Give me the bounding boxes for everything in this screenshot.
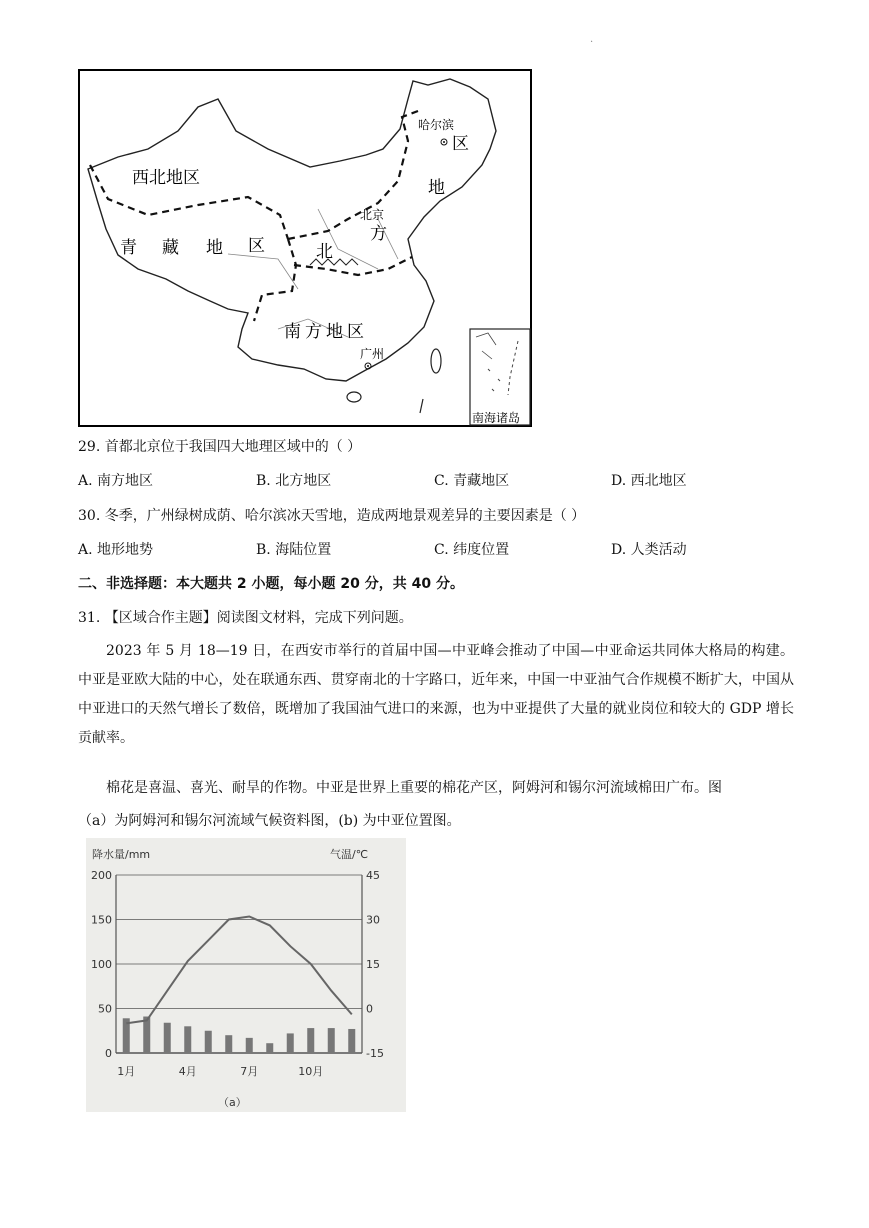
q30-option-c[interactable]: C. 纬度位置 <box>434 542 510 558</box>
left-tick-label: 50 <box>98 1002 112 1016</box>
right-tick-label: 30 <box>366 913 380 927</box>
chart-grid <box>116 875 362 1053</box>
label-south: 南方地区 <box>284 322 368 342</box>
q30-option-a[interactable]: A. 地形地势 <box>78 542 154 558</box>
label-beijing: 北京 <box>360 208 385 222</box>
label-inset: 南海诸岛 <box>472 411 521 425</box>
q30-stem: 30. 冬季，广州绿树成荫、哈尔滨冰天雪地，造成两地景观差异的主要因素是（ ） <box>78 508 586 524</box>
label-tibet-2: 藏 <box>162 238 179 258</box>
right-tick-label: 15 <box>366 958 380 971</box>
precipitation-bar <box>246 1038 253 1053</box>
right-tick-label: -15 <box>366 1047 384 1060</box>
precipitation-bar <box>328 1028 335 1053</box>
label-tibet-3: 地 <box>206 238 223 258</box>
precipitation-bar <box>287 1033 294 1053</box>
precipitation-bar <box>266 1043 273 1053</box>
left-tick-label: 200 <box>91 869 112 882</box>
right-tick-label: 0 <box>366 1002 373 1016</box>
label-north-3: 地 <box>428 178 445 198</box>
left-axis-label: 降水量/mm <box>92 848 151 861</box>
precipitation-bar <box>184 1026 191 1053</box>
temperature-line <box>126 917 351 1024</box>
q29-option-a[interactable]: A. 南方地区 <box>78 473 154 489</box>
left-tick-label: 0 <box>105 1047 112 1060</box>
label-north-1: 北 <box>316 242 333 262</box>
q29-option-c[interactable]: C. 青藏地区 <box>434 473 510 489</box>
china-regions-map <box>78 69 532 427</box>
q29-stem: 29. 首都北京位于我国四大地理区域中的（ ） <box>78 439 362 455</box>
x-tick-label: 7月 <box>240 1065 259 1078</box>
q30-option-d[interactable]: D. 人类活动 <box>611 542 687 558</box>
label-tibet-1: 青 <box>120 238 137 258</box>
x-tick-label: 1月 <box>117 1065 136 1078</box>
x-axis-ticks <box>117 1065 323 1078</box>
precipitation-bar <box>205 1031 212 1053</box>
label-harbin: 哈尔滨 <box>418 118 455 132</box>
left-tick-label: 100 <box>91 958 112 971</box>
precipitation-bar <box>307 1028 314 1053</box>
section-heading: 二、非选择题：本大题共 2 小题，每小题 20 分，共 40 分。 <box>78 576 464 592</box>
label-north-4: 区 <box>452 134 469 154</box>
right-axis-ticks <box>366 869 384 1060</box>
label-tibet-4: 区 <box>248 236 265 256</box>
x-tick-label: 10月 <box>298 1065 324 1078</box>
precipitation-bar <box>164 1023 171 1053</box>
precipitation-bar <box>348 1029 355 1053</box>
left-axis-ticks <box>91 869 112 1060</box>
q31-paragraph-3: （a）为阿姆河和锡尔河流域气候资料图，(b) 为中亚位置图。 <box>78 813 461 829</box>
page-dot: . <box>590 34 594 45</box>
label-north-2: 方 <box>370 224 387 244</box>
right-tick-label: 45 <box>366 869 380 882</box>
climate-chart <box>86 838 406 1112</box>
chart-caption: （a） <box>218 1096 247 1109</box>
label-northwest: 西北地区 <box>132 168 200 188</box>
map-frame <box>79 70 531 426</box>
q31-paragraph-1: 2023 年 5 月 18—19 日，在西安市举行的首届中国—中亚峰会推动了中国—中亚命运共同体大格局的构建。中亚是亚欧大陆的中心，处在联通东西、贯穿南北的十字路口，近年来，中国一中亚油气合作规模不断扩大，中国从中亚进口的天然气增长了数倍，既增加了我国油气进口的来源，也为中亚提供了大量的就业岗位和较大的 GDP 增长贡献率。 <box>78 643 794 746</box>
x-tick-label: 4月 <box>178 1065 197 1078</box>
q29-option-b[interactable]: B. 北方地区 <box>256 473 332 489</box>
label-guangzhou: 广州 <box>360 347 385 361</box>
right-axis-label: 气温/℃ <box>330 848 369 861</box>
precipitation-bar <box>225 1035 232 1053</box>
q31-stem: 31. 【区域合作主题】阅读图文材料，完成下列问题。 <box>78 610 413 626</box>
q29-option-d[interactable]: D. 西北地区 <box>611 473 687 489</box>
q30-option-b[interactable]: B. 海陆位置 <box>256 542 332 558</box>
q31-paragraph-2: 棉花是喜温、喜光、耐旱的作物。中亚是世界上重要的棉花产区，阿姆河和锡尔河流域棉田广布。图 <box>106 780 722 796</box>
left-tick-label: 150 <box>91 913 112 927</box>
precipitation-bar <box>143 1017 150 1053</box>
precipitation-bars <box>123 1017 356 1053</box>
